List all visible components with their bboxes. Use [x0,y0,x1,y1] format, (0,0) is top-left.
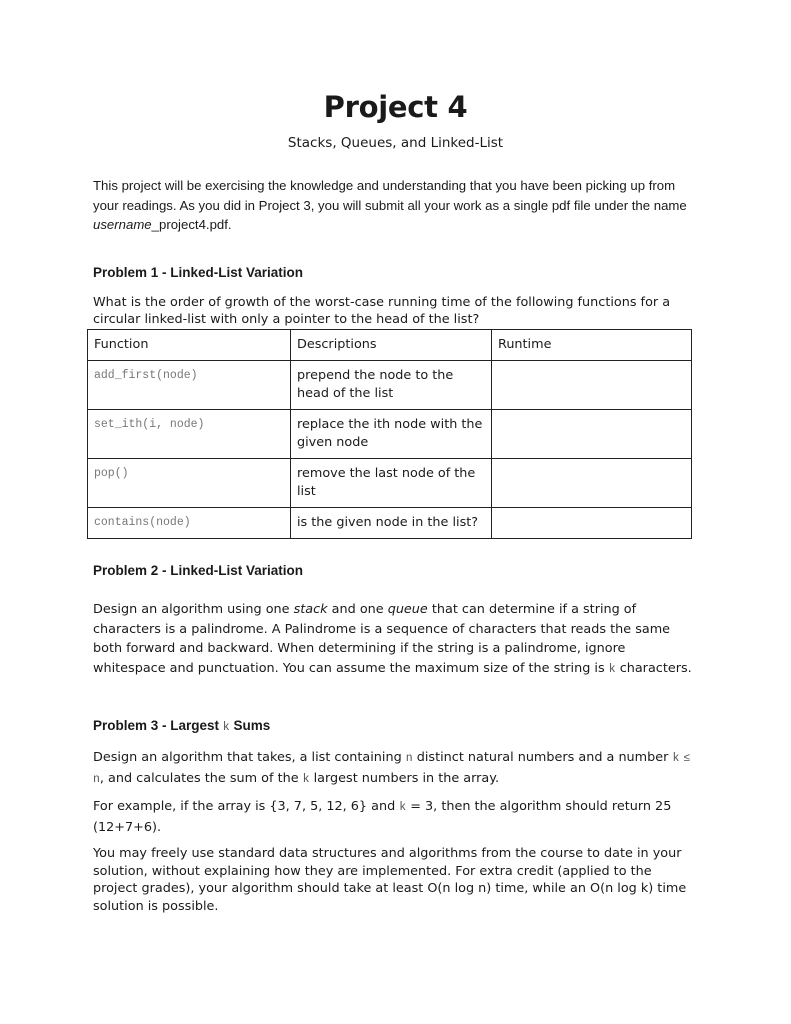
problem2-stack: stack [293,602,328,617]
page-subtitle: Stacks, Queues, and Linked-List [287,135,504,151]
runtime-cell[interactable] [492,459,692,508]
intro-username: username [93,217,152,232]
header-descriptions: Descriptions [291,330,492,361]
header-runtime: Runtime [492,330,692,361]
description-cell: prepend the node to the head of the list [291,361,492,410]
runtime-cell[interactable] [492,361,692,410]
p2-b: = 3, then the algorithm should return 25 (12+7+6). [93,799,672,835]
p1-n: n [405,752,413,765]
p1-c: , and calculates the sum of the [99,770,303,786]
p1-d: largest numbers in the array. [309,770,500,786]
problem3-heading-sums: Sums [229,718,271,733]
problem2-k: k [608,662,616,676]
intro-filename: _project4.pdf. [151,217,232,232]
problem3-heading-text: Problem 3 - Largest [93,718,223,733]
description-cell: is the given node in the list? [291,508,492,539]
table-row [88,459,692,508]
table-row [88,361,692,410]
problem3-paragraph-2 [93,797,698,837]
p1-k2: k [302,772,310,786]
runtime-cell[interactable] [492,410,692,459]
problem2-text-1: Design an algorithm using one [93,602,294,617]
table-row [88,508,692,539]
p2-k: k [399,801,407,814]
problem2-text [93,600,698,679]
runtime-table [87,329,692,539]
function-cell: set_ith(i, node) [88,410,291,459]
problem1-question: What is the order of growth of the worst-case running time of the following functions for a circular linked-list with only a pointer to the head of the list? [93,295,671,327]
p1-k: k [672,752,680,765]
problem2-text-2: and one [327,602,388,617]
intro-paragraph [93,176,703,235]
description-cell: remove the last node of the list [291,459,492,508]
runtime-cell[interactable] [492,508,692,539]
problem2-queue: queue [387,602,428,617]
problem1-heading: Problem 1 - Linked-List Variation [93,265,304,280]
problem3-paragraph-1 [93,748,698,789]
header-function: Function [88,330,291,361]
table-header-row [88,330,692,361]
p1-a: Design an algorithm that takes, a list containing [93,750,406,765]
p2-a: For example, if the array is {3, 7, 5, 12, 6} and [93,799,400,814]
description-cell: replace the ith node with the given node [291,410,492,459]
page-title: Project 4 [323,90,468,124]
problem2-text-4: characters. [615,660,692,676]
p1-b: distinct natural numbers and a number [412,750,673,765]
problem2-heading: Problem 2 - Linked-List Variation [93,563,304,578]
function-cell: add_first(node) [88,361,291,410]
problem3-heading-k: k [222,721,230,734]
problem3-paragraph-3: You may freely use standard data structures and algorithms from the course to date in your solution, without explaining how they are implemented. For extra credit (applied to the project grades), your algorithm should take at least O(n log n) time, while an O(n log k) time solution is possible. [93,846,687,914]
p1-le-n: ≤ n [93,752,691,786]
problem2-text-3: that can determine if a string of characters is a palindrome. A Palindrome is a sequence of characters that reads the same both forward and backward. When determining if the string is a palindrome, ignore whitespace and punctuation. You can assume the maximum size of the string is [93,602,671,676]
table-row [88,410,692,459]
function-cell: pop() [88,459,291,508]
function-cell: contains(node) [88,508,291,539]
problem3-heading [93,718,270,734]
intro-text: This project will be exercising the knowledge and understanding that you have been picking up from your readings. As you did in Project 3, you will submit all your work as a single pdf file under the name [93,178,687,213]
